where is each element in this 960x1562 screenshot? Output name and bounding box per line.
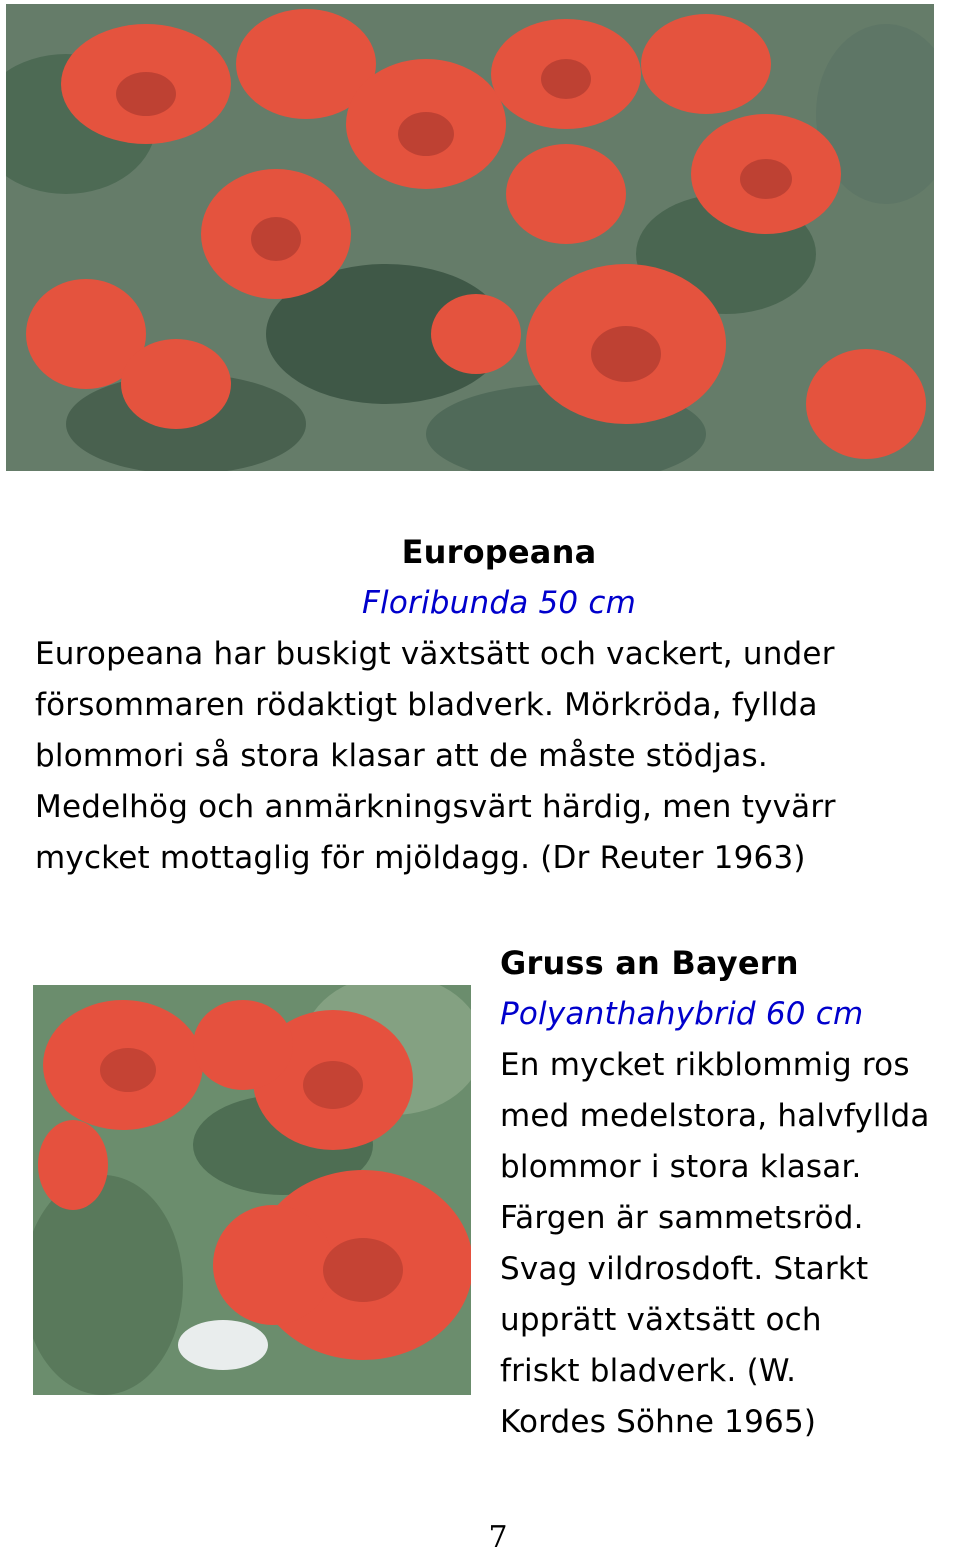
gruss-an-bayern-rose-photo: [33, 985, 471, 1395]
europeana-text-line: försommaren rödaktigt bladverk. Mörkröda, fyllda: [35, 687, 818, 723]
gruss-an-bayern-title: Gruss an Bayern: [500, 944, 799, 982]
gruss-an-bayern-text-line: Kordes Söhne 1965): [500, 1404, 817, 1440]
gruss-an-bayern-text-line: blommor i stora klasar.: [500, 1149, 862, 1185]
page-number: 7: [488, 1520, 508, 1555]
gruss-an-bayern-text-line: Svag vildrosdoft. Starkt: [500, 1251, 869, 1287]
europeana-text-line: Medelhög och anmärkningsvärt härdig, men tyvärr: [35, 789, 836, 825]
europeana-title: Europeana: [401, 533, 597, 571]
europeana-subtitle: Floribunda 50 cm: [361, 585, 636, 621]
gruss-an-bayern-text-line: Färgen är sammetsröd.: [500, 1200, 864, 1236]
europeana-text-line: Europeana har buskigt växtsätt och vackert, under: [35, 636, 835, 672]
gruss-an-bayern-entry: [500, 938, 960, 1448]
gruss-an-bayern-text-line: upprätt växtsätt och: [500, 1302, 822, 1338]
gruss-an-bayern-subtitle: Polyanthahybrid 60 cm: [500, 996, 864, 1032]
gruss-an-bayern-text-line: En mycket rikblommig ros: [500, 1047, 910, 1083]
europeana-rose-photo: [6, 4, 934, 471]
gruss-an-bayern-text-line: med medelstora, halvfyllda: [500, 1098, 930, 1134]
europeana-text-line: mycket mottaglig för mjöldagg. (Dr Reuter 1963): [35, 840, 806, 876]
europeana-entry: [35, 527, 935, 884]
europeana-text-line: blommori så stora klasar att de måste stödjas.: [35, 738, 768, 774]
gruss-an-bayern-text-line: friskt bladverk. (W.: [500, 1353, 797, 1389]
